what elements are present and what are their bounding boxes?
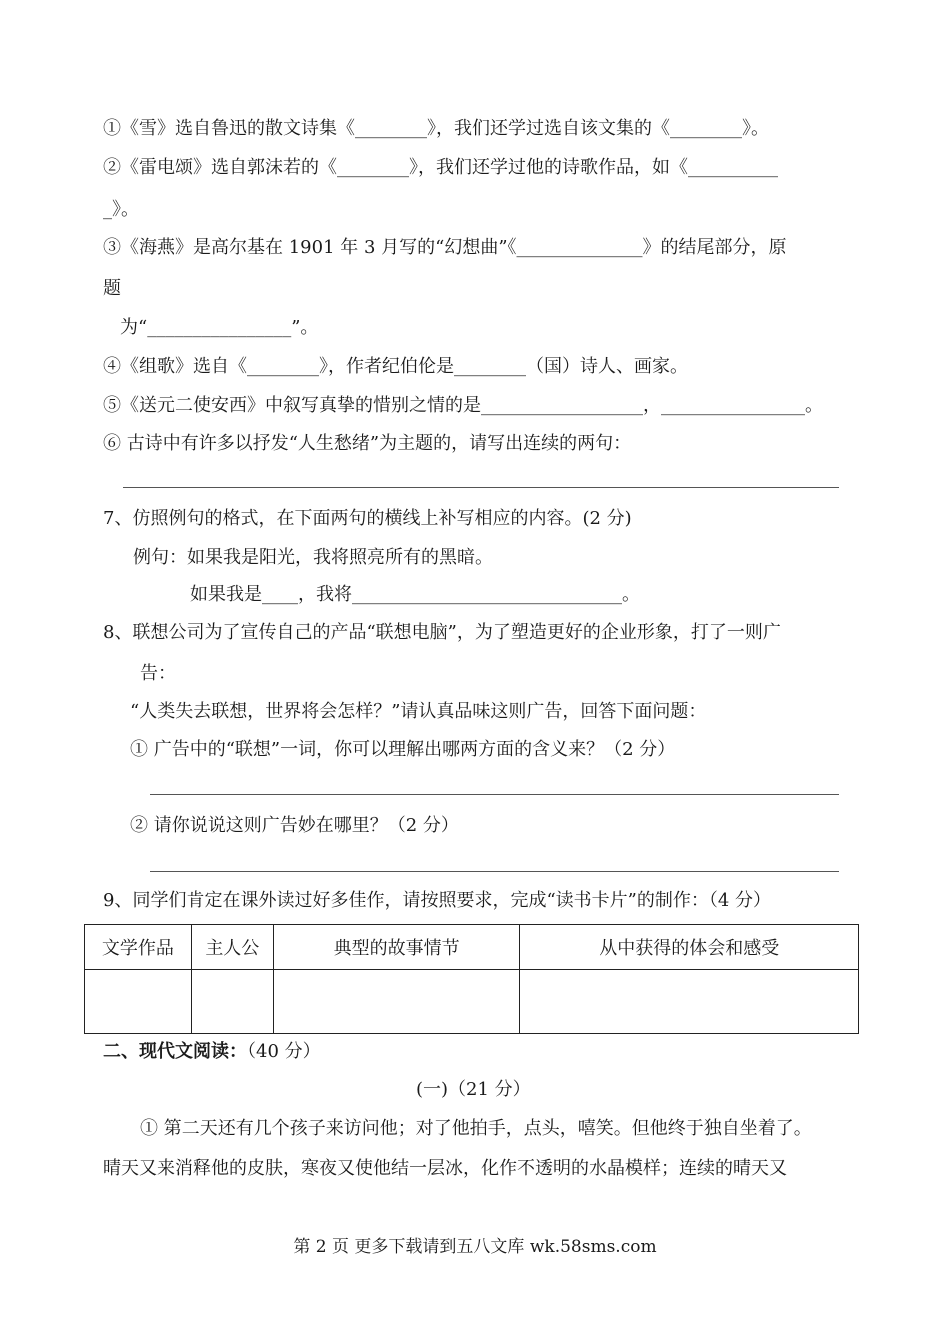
q6-item-3: ③《海燕》是高尔基在 1901 年 3 月写的“幻想曲”《______________》的结尾部分，原 <box>103 237 787 258</box>
passage-paragraph-1: ① 第二天还有几个孩子来访问他；对了他拍手，点头，嘻笑。但他终于独自坐着了。 <box>140 1118 812 1139</box>
q9-title: 9、同学们肯定在课外读过好多佳作，请按照要求，完成“读书卡片”的制作：（4 分） <box>103 890 772 911</box>
q7-example: 例句：如果我是阳光，我将照亮所有的黑暗。 <box>133 547 493 568</box>
q8-quote: “人类失去联想，世界将会怎样？”请认真品味这则广告，回答下面问题： <box>130 701 707 722</box>
section-2-score: （40 分） <box>247 1041 321 1062</box>
section-2-title <box>103 1040 321 1064</box>
q6-item-3-cont: 题 <box>103 278 121 299</box>
passage-paragraph-1-cont: 晴天又来消释他的皮肤，寒夜又使他结一层冰，化作不透明的水晶模样；连续的晴天又 <box>103 1158 787 1179</box>
cell-literary-work[interactable] <box>85 970 192 1034</box>
q6-item-4: ④《组歌》选自《________》，作者纪伯伦是________（国）诗人、画家。 <box>103 356 688 377</box>
header-protagonist: 主人公 <box>191 925 273 970</box>
header-literary-work: 文学作品 <box>85 925 192 970</box>
answer-line[interactable] <box>150 871 839 872</box>
passage-part-label: (一)（21 分） <box>416 1079 531 1100</box>
header-reflection: 从中获得的体会和感受 <box>520 925 859 970</box>
q8-sub-2: ② 请你说说这则广告妙在哪里？（2 分） <box>130 815 459 836</box>
q6-item-5: ⑤《送元二使安西》中叙写真挚的惜别之情的是__________________，________________。 <box>103 395 823 416</box>
cell-reflection[interactable] <box>520 970 859 1034</box>
header-story-plot: 典型的故事情节 <box>273 925 520 970</box>
q6-item-2-cont: _》。 <box>103 199 139 220</box>
q7-title: 7、仿照例句的格式，在下面两句的横线上补写相应的内容。(2 分) <box>103 508 632 529</box>
q8-title: 8、联想公司为了宣传自己的产品“联想电脑”，为了塑造更好的企业形象，打了一则广 <box>103 622 781 643</box>
q6-item-1: ①《雪》选自鲁迅的散文诗集《________》，我们还学过选自该文集的《________》。 <box>103 118 769 139</box>
reading-card-table <box>84 924 859 1034</box>
answer-line[interactable] <box>150 794 839 795</box>
q6-item-6: ⑥ 古诗中有许多以抒发“人生愁绪”为主题的，请写出连续的两句： <box>103 433 632 454</box>
q6-item-3-title: 为“________________”。 <box>120 317 319 338</box>
cell-protagonist[interactable] <box>191 970 273 1034</box>
section-2-heading: 二、现代文阅读： <box>103 1041 247 1062</box>
answer-line[interactable] <box>123 487 839 488</box>
table-row <box>85 970 859 1034</box>
table-header-row <box>85 925 859 970</box>
page-footer: 第 2 页 更多下载请到五八文库 wk.58sms.com <box>293 1237 657 1257</box>
cell-story-plot[interactable] <box>273 970 520 1034</box>
q8-title-cont: 告： <box>140 663 176 684</box>
q6-item-2: ②《雷电颂》选自郭沫若的《________》，我们还学过他的诗歌作品，如《__________ <box>103 157 778 178</box>
q8-sub-1: ① 广告中的“联想”一词，你可以理解出哪两方面的含义来？（2 分） <box>130 739 676 760</box>
q7-fill-line: 如果我是____，我将______________________________。 <box>190 584 640 605</box>
